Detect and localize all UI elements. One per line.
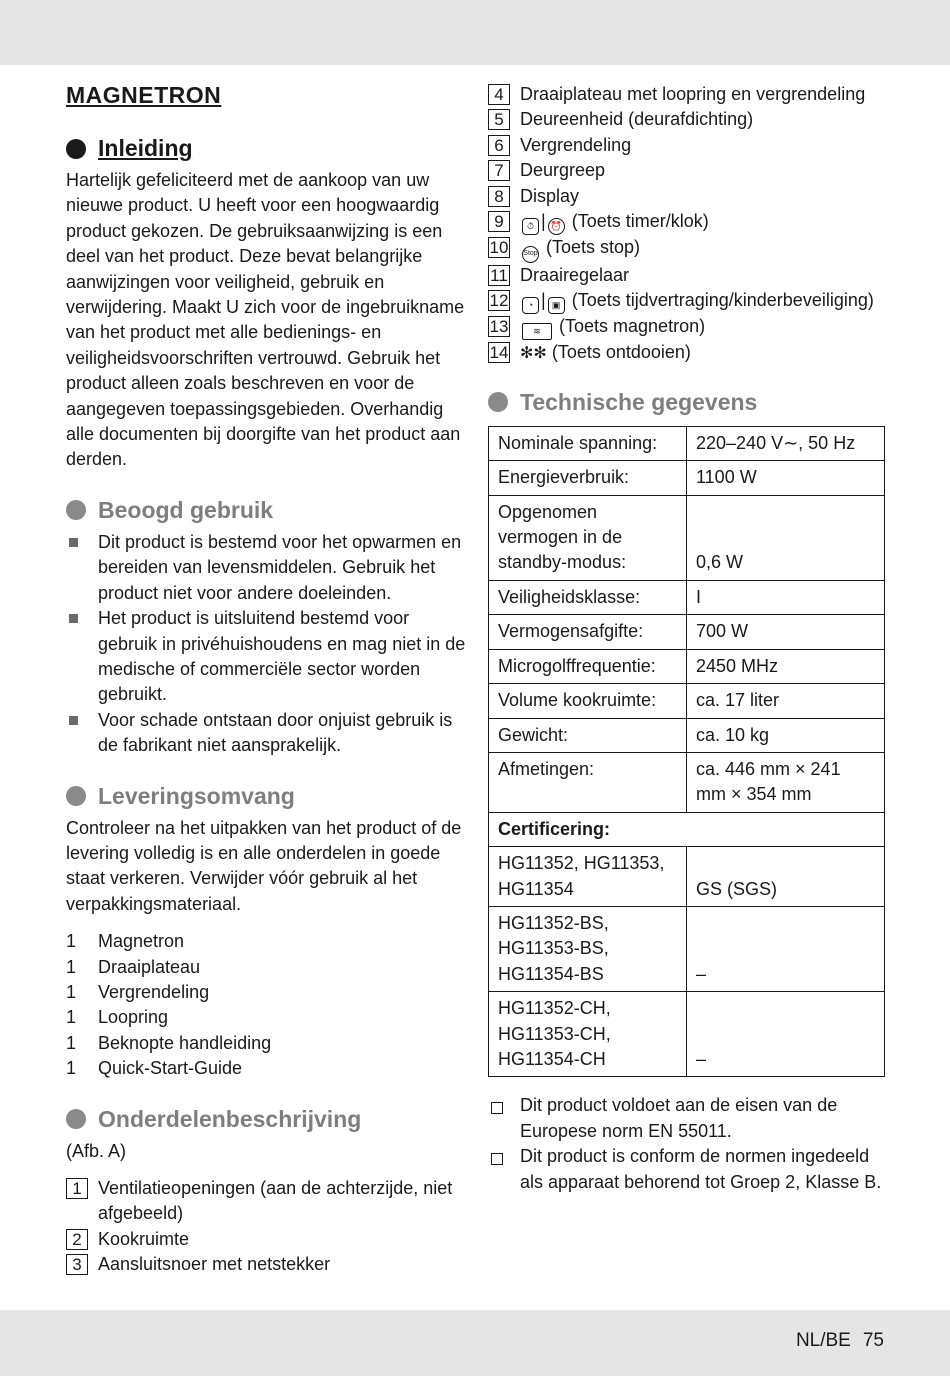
- table-row: [489, 847, 885, 907]
- document-title: MAGNETRON: [66, 82, 222, 108]
- right-column: [488, 82, 888, 1195]
- table-row: [489, 992, 885, 1077]
- spec-key: Gewicht:: [489, 718, 687, 752]
- part-label: (Toets timer/klok): [571, 211, 709, 232]
- item-name: Quick-Start-Guide: [98, 1058, 243, 1079]
- spec-key: HG11352, HG11353, HG11354: [489, 847, 687, 907]
- spec-value: –: [687, 992, 885, 1077]
- left-column: [66, 80, 466, 1278]
- section-heading-tech: [488, 389, 888, 416]
- table-row: [489, 495, 885, 580]
- part-label: (Toets tijdvertraging/kinderbeveiliging): [571, 290, 874, 311]
- section-heading-use: [66, 497, 466, 524]
- part-number: 14: [489, 343, 509, 363]
- item-name: Magnetron: [98, 931, 185, 952]
- section-heading-delivery: [66, 783, 466, 810]
- part-number: 3: [66, 1254, 88, 1275]
- item-name: Draaiplateau: [98, 956, 201, 977]
- part-label: Vergrendeling: [520, 134, 632, 155]
- part-label: (Toets magnetron): [559, 316, 706, 337]
- part-number: 5: [488, 109, 510, 130]
- alarm-clock-icon: ⏰: [548, 218, 565, 235]
- table-row: [489, 906, 885, 991]
- spec-value: ca. 446 mm × 241 mm × 354 mm: [687, 752, 885, 812]
- list-item: Voor schade ontstaan door onjuist gebruik is de fabrikant niet aansprakelijk.: [66, 708, 466, 759]
- figure-reference: (Afb. A): [66, 1140, 127, 1161]
- spec-key: HG11352-BS, HG11353-BS, HG11354-BS: [489, 906, 687, 991]
- section-heading-intro: [66, 135, 466, 162]
- part-item: [66, 1176, 466, 1227]
- page-number: 75: [862, 1330, 884, 1351]
- part-item: [488, 133, 888, 158]
- table-row: [489, 461, 885, 495]
- spec-value: ca. 17 liter: [687, 684, 885, 718]
- part-item: [488, 263, 888, 288]
- page-footer: [784, 1330, 884, 1352]
- spec-value: 0,6 W: [687, 495, 885, 580]
- part-label: Kookruimte: [98, 1228, 190, 1249]
- part-label: Draaiplateau met loopring en vergrendeling: [520, 84, 866, 104]
- part-item: [488, 158, 888, 183]
- cert-heading: Certificering:: [489, 812, 885, 846]
- item-name: Loopring: [98, 1007, 169, 1028]
- list-item: [66, 1031, 466, 1056]
- part-item: [488, 184, 888, 209]
- spec-value: I: [687, 580, 885, 614]
- table-row: [489, 752, 885, 812]
- part-label: (Toets stop): [546, 237, 641, 258]
- parts-list-right: [488, 82, 888, 367]
- list-item: [66, 929, 466, 954]
- part-label: (Toets ontdooien): [551, 342, 691, 363]
- list-item: [66, 1005, 466, 1030]
- part-number: 9: [488, 211, 510, 232]
- table-row: [489, 615, 885, 649]
- part-label: Deureenheid (deurafdichting): [520, 109, 754, 130]
- part-number: 1: [66, 1178, 88, 1199]
- top-band: [0, 0, 950, 65]
- part-number: 13: [489, 317, 509, 337]
- part-item: [488, 340, 888, 366]
- part-item: [488, 235, 888, 263]
- bullet-dot-icon: [66, 1109, 86, 1129]
- bullet-dot-icon: [66, 500, 86, 520]
- item-qty: 1: [66, 1007, 77, 1028]
- spec-key: Microgolffrequentie:: [489, 649, 687, 683]
- list-item: Dit product voldoet aan de eisen van de Europese norm EN 55011.: [488, 1093, 888, 1144]
- heading-text: Onderdelenbeschrijving: [98, 1105, 362, 1132]
- spec-value: 2450 MHz: [687, 649, 885, 683]
- microwave-icon: ≋: [522, 323, 552, 340]
- spec-key: Afmetingen:: [489, 752, 687, 812]
- spec-key: HG11352-CH, HG11353-CH, HG11354-CH: [489, 992, 687, 1077]
- spec-value: –: [687, 906, 885, 991]
- spec-value: GS (SGS): [687, 847, 885, 907]
- list-item: Dit product is bestemd voor het opwarmen en bereiden van levensmiddelen. Gebruik het product niet voor andere doeleinden.: [66, 530, 466, 606]
- part-label: Ventilatieopeningen (aan de achterzijde, niet afgebeeld): [98, 1178, 453, 1224]
- item-name: Beknopte handleiding: [98, 1032, 272, 1053]
- part-number: 8: [488, 186, 510, 207]
- intro-paragraph: Hartelijk gefeliciteerd met de aankoop van uw nieuwe product. U heeft voor een hoogwaardig product gekozen. De gebruiksaanwijzing is een deel van het product. Deze bevat belangrijke aanwijzingen voor veiligheid, gebruik en verwijdering. Maakt U zich voor de ingebruikname van het product met alle bedienings- en veiligheidsvoorschriften vertrouwd. Gebruik het product alleen zoals beschreven en voor de aangegeven toepassingsgebieden. Overhandig alle documenten bij doorgifte van het product aan derden.: [66, 170, 465, 470]
- bullet-dot-icon: [66, 786, 86, 806]
- part-number: 12: [489, 291, 509, 311]
- spec-value: 220–240 V∼, 50 Hz: [687, 426, 885, 460]
- part-number: 4: [488, 84, 510, 105]
- item-name: Vergrendeling: [98, 981, 210, 1002]
- part-label: Deurgreep: [520, 160, 606, 181]
- table-row: [489, 580, 885, 614]
- parts-list-left: [66, 1176, 466, 1278]
- table-row: [489, 812, 885, 846]
- bullet-dot-icon: [488, 392, 508, 412]
- part-number: 11: [488, 265, 510, 286]
- table-row: [489, 426, 885, 460]
- part-item: [488, 82, 888, 107]
- delivery-paragraph: Controleer na het uitpakken van het product of de levering volledig is en alle onderdelen in goede staat verkeren. Verwijder vóór gebruik al het verpakkingsmateriaal.: [66, 817, 462, 914]
- heading-text: Inleiding: [98, 135, 193, 161]
- timer-clock-icon: ⏱: [522, 218, 539, 235]
- list-item: [66, 955, 466, 980]
- spec-key: Veiligheidsklasse:: [489, 580, 687, 614]
- spec-key: Volume kookruimte:: [489, 684, 687, 718]
- item-qty: 1: [66, 931, 77, 952]
- language-code: NL/BE: [795, 1330, 851, 1351]
- table-row: [489, 649, 885, 683]
- part-item: 9 ⏱ | ⏰ (Toets timer/klok): [488, 209, 888, 235]
- part-label: Aansluitsnoer met netstekker: [98, 1254, 331, 1275]
- norm-notes: [488, 1093, 888, 1195]
- spec-key: Energieverbruik:: [489, 461, 687, 495]
- item-qty: 1: [66, 1058, 77, 1079]
- part-item: [66, 1227, 466, 1252]
- table-row: [489, 718, 885, 752]
- part-item: [66, 1252, 466, 1277]
- stop-icon: Stop: [522, 246, 539, 263]
- lock-icon: ▣: [548, 297, 565, 314]
- bullet-dot-icon: [66, 139, 86, 159]
- part-label: Draairegelaar: [520, 265, 630, 286]
- spec-key: Opgenomen vermogen in de standby-modus:: [489, 495, 687, 580]
- list-item: Het product is uitsluitend bestemd voor gebruik in privéhuishoudens en mag niet in de medische of commerciële sector worden gebruikt.: [66, 606, 466, 708]
- spec-value: 700 W: [687, 615, 885, 649]
- heading-text: Beoogd gebruik: [98, 496, 274, 523]
- spec-table: [488, 426, 885, 1078]
- list-item: [66, 980, 466, 1005]
- part-number: 10: [489, 238, 509, 258]
- spec-value: ca. 10 kg: [687, 718, 885, 752]
- spec-key: Vermogensafgifte:: [489, 615, 687, 649]
- delay-icon: ◔: [522, 297, 539, 314]
- spec-key: Nominale spanning:: [489, 426, 687, 460]
- part-number: 2: [66, 1229, 88, 1250]
- part-label: Display: [520, 185, 580, 206]
- part-item: [488, 107, 888, 132]
- list-item: [66, 1056, 466, 1081]
- part-number: 6: [488, 135, 510, 156]
- item-qty: 1: [66, 1032, 77, 1053]
- list-item: Dit product is conform de normen ingedeeld als apparaat behorend tot Groep 2, Klasse B.: [488, 1144, 888, 1195]
- part-item: [488, 314, 888, 340]
- item-qty: 1: [66, 981, 77, 1002]
- part-number: 7: [488, 160, 510, 181]
- use-list: [66, 530, 466, 759]
- defrost-icon: ✻✻: [520, 345, 547, 363]
- heading-text: Technische gegevens: [520, 388, 758, 415]
- spec-value: 1100 W: [687, 461, 885, 495]
- item-qty: 1: [66, 956, 77, 977]
- section-heading-parts: [66, 1106, 466, 1133]
- table-row: [489, 684, 885, 718]
- delivery-list: [66, 929, 466, 1081]
- part-item: 12 ◔ | ▣ (Toets tijdvertraging/kinderbeveiliging): [488, 288, 888, 314]
- heading-text: Leveringsomvang: [98, 782, 295, 809]
